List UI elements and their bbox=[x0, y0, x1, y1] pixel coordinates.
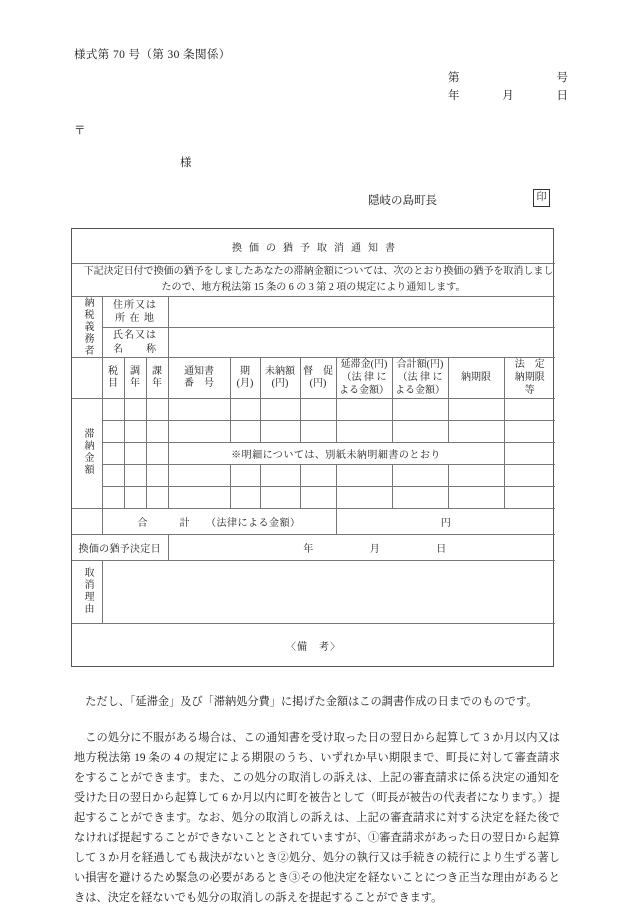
lead-paragraph-cell bbox=[72, 264, 555, 297]
column-header-delinquency-charge bbox=[336, 358, 392, 399]
payer-name-value[interactable] bbox=[168, 327, 555, 358]
column-header-installment bbox=[230, 358, 260, 399]
cell-notice-number[interactable] bbox=[168, 399, 230, 421]
cell-notice-number[interactable] bbox=[168, 465, 230, 487]
table-row bbox=[72, 421, 555, 443]
month-label: 月 bbox=[502, 89, 514, 102]
column-header-taxation-year bbox=[146, 358, 168, 399]
document-meta bbox=[448, 70, 568, 106]
cell-payment-deadline[interactable] bbox=[448, 421, 504, 443]
table-row-note bbox=[72, 443, 555, 465]
cell-assessment-year[interactable] bbox=[124, 465, 146, 487]
payer-name-label-line2: 名 称 bbox=[113, 343, 157, 355]
cell-total-amount[interactable] bbox=[392, 465, 448, 487]
column-header-total-amount-line3: よる金額） bbox=[395, 384, 445, 396]
document-number-row bbox=[448, 70, 568, 88]
column-header-taxation-year-line1: 課 bbox=[152, 365, 162, 377]
cell-total-amount[interactable] bbox=[392, 421, 448, 443]
footnote-text: ただし、「延滞金」及び「滞納処分費」に掲げた金額はこの調書作成の日までのものです。 bbox=[85, 696, 538, 708]
total-label: 合 計 （法律による金額） bbox=[102, 509, 336, 535]
cell-tax-item[interactable] bbox=[102, 399, 124, 421]
column-header-notice-number-line2: 番 号 bbox=[184, 378, 214, 390]
payer-address-value[interactable] bbox=[168, 297, 555, 328]
column-header-unpaid-amount-line2: (円) bbox=[271, 378, 289, 390]
cell-taxation-year[interactable] bbox=[146, 487, 168, 509]
payer-vertical-label-cell bbox=[72, 297, 102, 358]
decision-date-label: 換価の猶予決定日 bbox=[72, 535, 168, 561]
document-date-row bbox=[448, 88, 568, 106]
form-title-row bbox=[72, 229, 555, 264]
column-header-delinquency-charge-line1: 延滞金(円) bbox=[340, 359, 388, 371]
postal-code-mark: 〒 bbox=[74, 125, 86, 137]
table-row bbox=[72, 399, 555, 421]
detail-vertical-label: 滞納金額 bbox=[82, 428, 93, 477]
payer-address-label bbox=[102, 297, 168, 328]
issuer-name: 隠岐の島町長 bbox=[368, 195, 437, 207]
table-row bbox=[72, 465, 555, 487]
payer-name-label-line1: 氏名又は bbox=[113, 330, 157, 342]
column-header-statutory-deadline-line1: 法 定 bbox=[514, 359, 545, 371]
cell-delinquency-charge[interactable] bbox=[336, 399, 392, 421]
addressee-honorific: 様 bbox=[180, 157, 192, 169]
cell-installment[interactable] bbox=[230, 399, 260, 421]
cell-demand-fee[interactable] bbox=[300, 465, 336, 487]
cell-tax-item[interactable] bbox=[102, 443, 124, 465]
year-label: 年 bbox=[448, 89, 460, 102]
cell-assessment-year[interactable] bbox=[124, 399, 146, 421]
cell-total-amount[interactable] bbox=[392, 399, 448, 421]
lead-paragraph-text: 下記決定日付で換価の猶予をしましたあなたの滞納金額については、次のとおり換価の猶予を取消しましたので、地方税法第 15 条の 6 の 3 第 2 項の規定により通知します。 bbox=[83, 266, 554, 294]
cell-taxation-year[interactable] bbox=[146, 399, 168, 421]
document-number-suffix: 号 bbox=[556, 72, 568, 84]
remarks-cell[interactable] bbox=[72, 624, 555, 667]
appeal-instructions-text: この処分に不服がある場合は、この通知書を受け取った日の翌日から起算して 3 か月以内又は地方税法第 19 条の 4 の規定による期限のうち、いずれか早い期限まで、町長に対して審査請求をすることができます。また、この処分の取消しの訴えは、上記の審査請求に係る決定の通知を受けた日の翌日から起算して 6 か月以内に町を被告として（町長が被告の代表者になります。）提起することができます。なお、処分の取消しの訴えは、上記の審査請求に対する決定を経た後でなければ提起することができないこととされていますが、①審査請求があった日の翌日から起算して 3 か月を経過しても裁決がないとき②処分、処分の執行又は手続きの続行により生ずる著しい損害を避けるため緊急の必要があるとき③その他決定を経ないことにつき正当な理由があるときは、決定を経ないでも処分の取消しの訴えを提起することができます。 bbox=[74, 732, 560, 904]
column-header-delinquency-charge-line2: （法 律 に bbox=[341, 371, 387, 383]
cell-demand-fee[interactable] bbox=[300, 487, 336, 509]
cell-taxation-year[interactable] bbox=[146, 421, 168, 443]
cell-installment[interactable] bbox=[230, 421, 260, 443]
column-header-demand-fee-line1: 督 促 bbox=[303, 365, 333, 377]
cell-taxation-year[interactable] bbox=[146, 443, 168, 465]
total-unit: 円 bbox=[336, 509, 555, 535]
column-header-statutory-deadline-line3: 等 bbox=[524, 384, 535, 396]
cell-statutory-deadline[interactable] bbox=[504, 487, 555, 509]
decision-date-month: 月 bbox=[369, 544, 394, 556]
day-label: 日 bbox=[556, 89, 568, 102]
cell-tax-item[interactable] bbox=[102, 421, 124, 443]
column-header-payment-deadline bbox=[448, 358, 504, 399]
cell-assessment-year[interactable] bbox=[124, 421, 146, 443]
payer-name-label bbox=[102, 327, 168, 358]
page-title: 換価の猶予取消通知書 bbox=[72, 229, 555, 264]
cell-taxation-year[interactable] bbox=[146, 465, 168, 487]
cell-statutory-deadline[interactable] bbox=[504, 465, 555, 487]
detail-note-text: ※明細については、別紙未納明細書のとおり bbox=[168, 443, 504, 465]
column-header-assessment-year bbox=[124, 358, 146, 399]
column-header-total-amount-line2: （法 律 に bbox=[397, 371, 443, 383]
decision-date-value[interactable] bbox=[168, 535, 555, 561]
form-number: 様式第 70 号（第 30 条関係） bbox=[74, 49, 231, 61]
cancel-reason-label: 取消理由 bbox=[82, 566, 93, 615]
cell-notice-number[interactable] bbox=[168, 487, 230, 509]
column-header-tax-item-line1: 税 bbox=[108, 365, 118, 377]
detail-header-spacer bbox=[72, 358, 102, 399]
payer-vertical-label: 納税義務者 bbox=[82, 297, 93, 358]
detail-vertical-label-cell bbox=[72, 399, 102, 509]
cell-installment[interactable] bbox=[230, 487, 260, 509]
column-header-installment-line1: 期 bbox=[240, 365, 250, 377]
payer-address-row bbox=[72, 297, 555, 328]
column-header-statutory-deadline-line2: 納期限 bbox=[514, 371, 545, 383]
detail-header-row bbox=[72, 358, 555, 399]
payer-vertical-label-wrap bbox=[72, 297, 102, 357]
cell-assessment-year[interactable] bbox=[124, 487, 146, 509]
cell-statutory-deadline[interactable] bbox=[504, 443, 555, 465]
cell-unpaid-amount[interactable] bbox=[260, 465, 300, 487]
remarks-row bbox=[72, 624, 555, 667]
column-header-delinquency-charge-line3: よる金額） bbox=[339, 384, 389, 396]
cancel-reason-value[interactable] bbox=[102, 561, 555, 624]
column-header-unpaid-amount-line1: 未納額 bbox=[265, 365, 295, 377]
cell-unpaid-amount[interactable] bbox=[260, 421, 300, 443]
cell-unpaid-amount[interactable] bbox=[260, 399, 300, 421]
seal-icon: 印 bbox=[533, 189, 550, 207]
notice-form-table bbox=[71, 228, 554, 667]
cell-delinquency-charge[interactable] bbox=[336, 465, 392, 487]
column-header-demand-fee-line2: (円) bbox=[309, 378, 327, 390]
payer-address-label-line1: 住所又は bbox=[113, 299, 157, 311]
cell-delinquency-charge[interactable] bbox=[336, 487, 392, 509]
cell-unpaid-amount[interactable] bbox=[260, 487, 300, 509]
cell-demand-fee[interactable] bbox=[300, 421, 336, 443]
cancel-reason-label-cell bbox=[72, 561, 102, 624]
column-header-statutory-deadline bbox=[504, 358, 555, 399]
decision-date-year: 年 bbox=[303, 544, 328, 556]
column-header-installment-line2: (月) bbox=[236, 378, 254, 390]
column-header-notice-number bbox=[168, 358, 230, 399]
payer-name-row bbox=[72, 327, 555, 358]
cell-payment-deadline[interactable] bbox=[448, 487, 504, 509]
column-header-tax-item bbox=[102, 358, 124, 399]
cell-tax-item[interactable] bbox=[102, 487, 124, 509]
column-header-payment-deadline-line1: 納期限 bbox=[461, 371, 491, 383]
column-header-total-amount-line1: 合計額(円) bbox=[396, 359, 444, 371]
cancel-reason-row bbox=[72, 561, 555, 624]
cell-payment-deadline[interactable] bbox=[448, 399, 504, 421]
column-header-assessment-year-line1: 調 bbox=[130, 365, 140, 377]
cell-demand-fee[interactable] bbox=[300, 399, 336, 421]
column-header-tax-item-line2: 目 bbox=[108, 378, 118, 390]
cell-statutory-deadline[interactable] bbox=[504, 421, 555, 443]
cell-notice-number[interactable] bbox=[168, 421, 230, 443]
cell-tax-item[interactable] bbox=[102, 465, 124, 487]
column-header-total-amount bbox=[392, 358, 448, 399]
payer-address-label-line2: 所 在 地 bbox=[115, 313, 155, 325]
column-header-assessment-year-line2: 年 bbox=[130, 378, 140, 390]
column-header-demand-fee bbox=[300, 358, 336, 399]
decision-date-row bbox=[72, 535, 555, 561]
column-header-notice-number-line1: 通知書 bbox=[184, 365, 214, 377]
table-row bbox=[72, 487, 555, 509]
cell-assessment-year[interactable] bbox=[124, 443, 146, 465]
cell-installment[interactable] bbox=[230, 465, 260, 487]
decision-date-day: 日 bbox=[436, 544, 461, 556]
total-row-spacer bbox=[72, 509, 102, 535]
column-header-unpaid-amount bbox=[260, 358, 300, 399]
lead-paragraph-row bbox=[72, 264, 555, 297]
total-row bbox=[72, 509, 555, 535]
cell-total-amount[interactable] bbox=[392, 487, 448, 509]
remarks-label: 〈備 考〉 bbox=[286, 641, 341, 653]
cell-payment-deadline[interactable] bbox=[448, 465, 504, 487]
cell-delinquency-charge[interactable] bbox=[336, 421, 392, 443]
cell-statutory-deadline[interactable] bbox=[504, 399, 555, 421]
column-header-taxation-year-line2: 年 bbox=[152, 378, 162, 390]
document-number-label: 第 bbox=[448, 72, 460, 84]
